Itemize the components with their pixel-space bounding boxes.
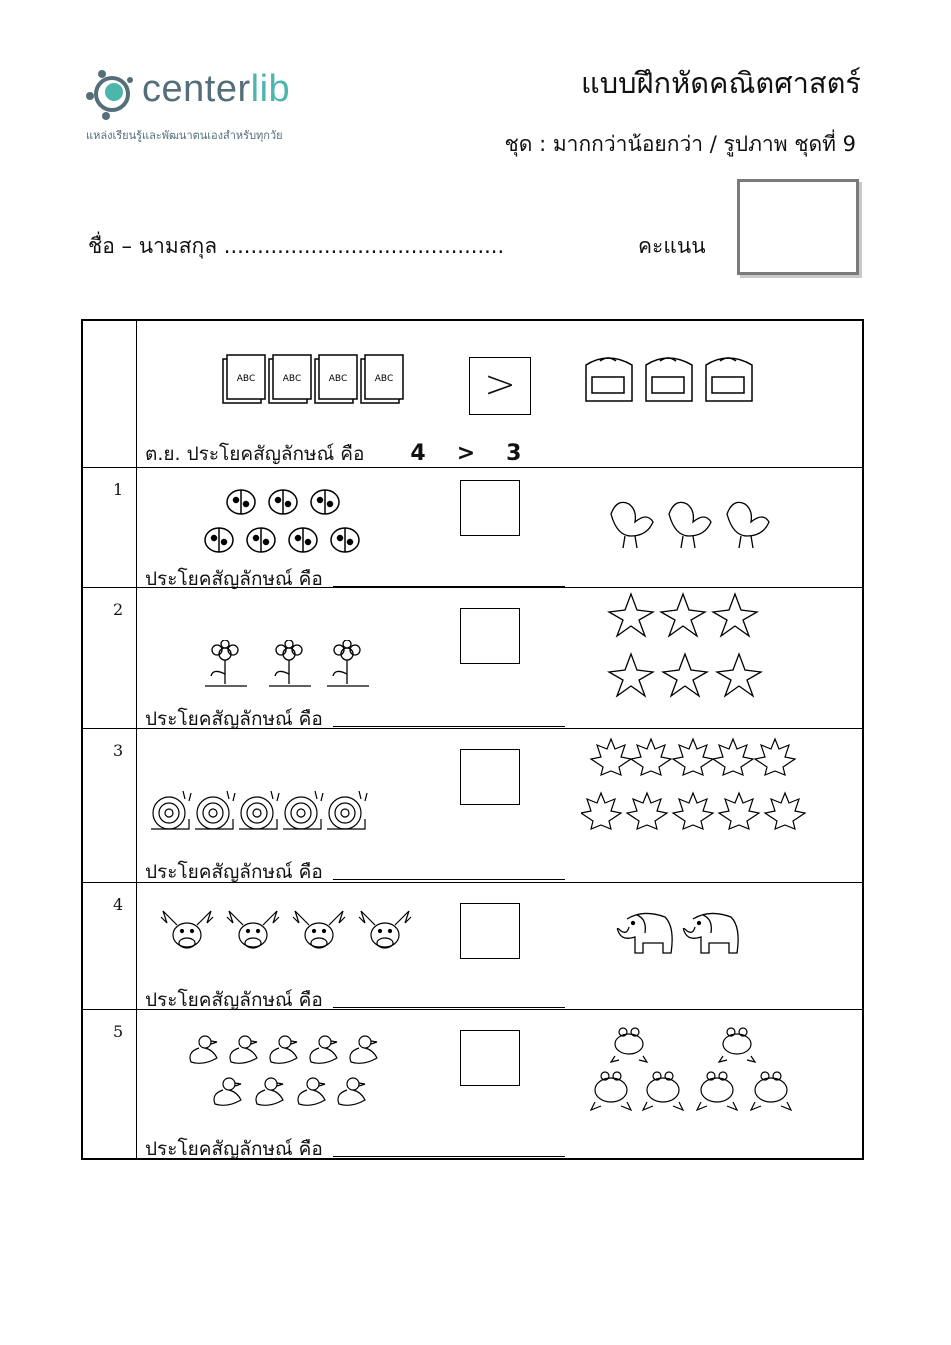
flower-icon (327, 640, 369, 686)
answer-blank[interactable] (333, 878, 565, 880)
snail-icon (283, 791, 323, 829)
question-row-2 (83, 587, 862, 729)
example-row (83, 321, 862, 467)
question-sentence: ประโยคสัญลักษณ์ คือ (145, 857, 565, 887)
frog-icon (643, 1072, 683, 1110)
maple-leaf-icon (713, 739, 753, 775)
maple-leaf-icon (673, 793, 713, 829)
backpack-icon (586, 358, 632, 401)
worksheet-table (81, 319, 864, 1160)
duck-icon (256, 1078, 283, 1105)
elephant-icon (683, 913, 738, 953)
centerlib-logo-icon (84, 66, 140, 122)
backpack-icon (706, 358, 752, 401)
duck-icon (298, 1078, 325, 1105)
question-number: 4 (113, 895, 124, 914)
ladybug-icon (331, 528, 359, 552)
duck-icon (338, 1078, 365, 1105)
snail-icon (195, 791, 235, 829)
answer-symbol-box[interactable] (460, 903, 520, 959)
flower-icon (205, 640, 247, 686)
question-5-left-pictures (183, 1032, 383, 1122)
score-label: คะแนน (638, 234, 706, 258)
moose-icon (227, 911, 279, 948)
question-number: 2 (113, 600, 124, 619)
ladybug-icon (247, 528, 275, 552)
moose-icon (161, 911, 213, 948)
star-flower-icon (663, 654, 707, 696)
question-number: 1 (113, 480, 124, 499)
book-icon (223, 355, 265, 403)
answer-symbol-box[interactable] (460, 1030, 520, 1086)
maple-leaf-icon (673, 739, 713, 775)
star-flower-icon (717, 654, 761, 696)
question-4-left-pictures (157, 909, 419, 959)
worksheet-title: แบบฝึกหัดคณิตศาสตร์ (581, 66, 861, 100)
question-row-5 (83, 1009, 862, 1161)
example-right-pictures (580, 351, 765, 411)
logo-tagline: แหล่งเรียนรู้และพัฒนาตนเองสำหรับทุกวัย (86, 129, 283, 142)
frog-icon (611, 1028, 647, 1062)
snail-icon (239, 791, 279, 829)
ladybug-icon (227, 490, 255, 514)
frog-icon (719, 1028, 755, 1062)
elephant-icon (617, 913, 672, 953)
name-field-label: ชื่อ – นามสกุล .......................................... (88, 234, 505, 258)
duck-icon (214, 1078, 241, 1105)
question-sentence: ประโยคสัญลักษณ์ คือ (145, 1134, 565, 1164)
question-sentence: ประโยคสัญลักษณ์ คือ (145, 985, 565, 1015)
example-sentence: ต.ย. ประโยคสัญลักษณ์ คือ 4 > 3 (145, 439, 552, 469)
book-icon (361, 355, 403, 403)
question-sentence: ประโยคสัญลักษณ์ คือ (145, 564, 565, 594)
svg-text:ABC: ABC (282, 374, 302, 384)
maple-leaf-icon (755, 739, 795, 775)
frog-icon (591, 1072, 631, 1110)
maple-leaf-icon (581, 793, 621, 829)
maple-leaf-icon (765, 793, 805, 829)
frog-icon (751, 1072, 791, 1110)
answer-symbol-box[interactable] (460, 480, 520, 536)
question-2-left-pictures (203, 640, 373, 696)
question-1-right-pictures (603, 492, 778, 556)
answer-blank[interactable] (333, 725, 565, 727)
svg-text:ABC: ABC (236, 374, 256, 384)
question-row-3 (83, 728, 862, 883)
star-flower-icon (661, 594, 705, 636)
question-row-1 (83, 467, 862, 588)
svg-text:ABC: ABC (374, 374, 394, 384)
flower-icon (269, 640, 311, 686)
ladybug-icon (205, 528, 233, 552)
moose-icon (293, 911, 345, 948)
maple-leaf-icon (719, 793, 759, 829)
star-flower-icon (609, 594, 653, 636)
logo (84, 66, 344, 146)
star-flower-icon (713, 594, 757, 636)
ladybug-icon (311, 490, 339, 514)
rooster-icon (669, 502, 711, 548)
score-box (737, 179, 859, 275)
ladybug-icon (289, 528, 317, 552)
backpack-icon (646, 358, 692, 401)
worksheet-subtitle: ชุด : มากกว่าน้อยกว่า / รูปภาพ ชุดที่ 9 (504, 132, 856, 156)
duck-icon (350, 1036, 377, 1063)
svg-text:ABC: ABC (328, 374, 348, 384)
question-row-4 (83, 882, 862, 1010)
maple-leaf-icon (631, 739, 671, 775)
question-4-right-pictures (613, 907, 745, 963)
answer-symbol-box[interactable] (460, 608, 520, 664)
question-number: 5 (113, 1022, 124, 1041)
snail-icon (327, 791, 367, 829)
moose-icon (359, 911, 411, 948)
rooster-icon (727, 502, 769, 548)
star-flower-icon (609, 654, 653, 696)
question-2-right-pictures (607, 592, 763, 704)
duck-icon (230, 1036, 257, 1063)
frog-icon (697, 1072, 737, 1110)
example-symbol-box: > (469, 357, 531, 415)
book-icon (315, 355, 357, 403)
maple-leaf-icon (627, 793, 667, 829)
question-sentence: ประโยคสัญลักษณ์ คือ (145, 704, 565, 734)
rooster-icon (611, 502, 653, 548)
ladybug-icon (269, 490, 297, 514)
duck-icon (310, 1036, 337, 1063)
book-icon (269, 355, 311, 403)
answer-blank[interactable] (333, 1006, 565, 1008)
question-3-right-pictures (581, 735, 809, 839)
example-answer: 4 > 3 (410, 441, 523, 466)
answer-blank[interactable] (333, 1155, 565, 1157)
example-left-pictures (221, 351, 406, 411)
duck-icon (190, 1036, 217, 1063)
question-3-left-pictures (147, 789, 372, 839)
question-number: 3 (113, 741, 124, 760)
answer-symbol-box[interactable] (460, 749, 520, 805)
duck-icon (270, 1036, 297, 1063)
question-5-right-pictures (589, 1026, 799, 1118)
logo-wordmark: centerlib (142, 68, 291, 110)
question-1-left-pictures (201, 482, 371, 562)
snail-icon (151, 791, 191, 829)
maple-leaf-icon (591, 739, 631, 775)
